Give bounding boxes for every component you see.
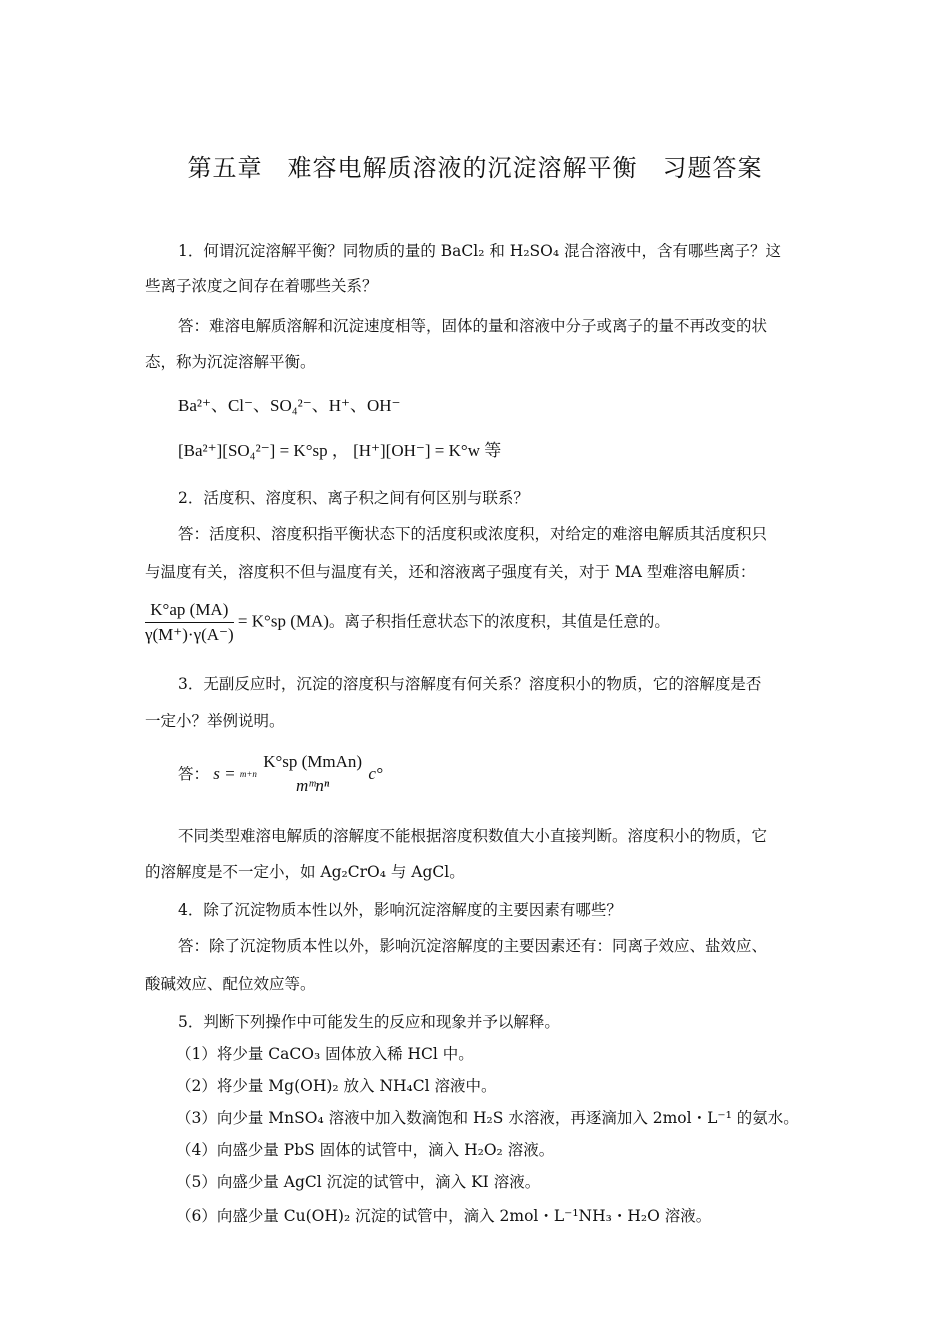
q5-item-3: （3）向少量 MnSO₄ 溶液中加入数滴饱和 H₂S 水溶液，再逐滴加入 2mol・L⁻¹ 的氨水。 xyxy=(176,1109,799,1127)
q5-line-1: 5．判断下列操作中可能发生的反应和现象并予以解释。 xyxy=(178,1013,560,1031)
q1-answer-line-2: 态，称为沉淀溶解平衡。 xyxy=(145,353,316,371)
q1-answer-line-1: 答：难溶电解质溶解和沉淀速度相等，固体的量和溶液中分子或离子的量不再改变的状 xyxy=(178,317,768,335)
q4-answer-line-2: 酸碱效应、配位效应等。 xyxy=(145,975,316,993)
q2-activity-formula xyxy=(145,600,670,645)
q4-answer-line-1: 答：除了沉淀物质本性以外，影响沉淀溶解度的主要因素还有：同离子效应、盐效应、 xyxy=(178,937,768,955)
q5-item-5: （5）向盛少量 AgCl 沉淀的试管中，滴入 KI 溶液。 xyxy=(176,1173,541,1191)
q1-line-1: 1．何谓沉淀溶解平衡？同物质的量的 BaCl₂ 和 H₂SO₄ 混合溶液中，含有哪些离子？这 xyxy=(178,242,782,260)
solubility-fraction xyxy=(261,752,364,796)
q2-answer-line-1: 答：活度积、溶度积指平衡状态下的活度积或浓度积，对给定的难溶电解质其活度积只 xyxy=(178,525,768,543)
root-index: m+n xyxy=(239,769,257,779)
fraction-denominator: γ(M⁺)·γ(A⁻) xyxy=(145,625,234,644)
q5-item-2: （2）将少量 Mg(OH)₂ 放入 NH₄Cl 溶液中。 xyxy=(176,1077,497,1095)
formula-rhs: = K°sp (MA) xyxy=(237,611,329,631)
page-title: 第五章 难容电解质溶液的沉淀溶解平衡 习题答案 xyxy=(187,154,763,182)
q1-equilibrium-relation: [Ba²⁺][SO₄²⁻] = K°sp ， [H⁺][OH⁻] = K°w 等 xyxy=(178,441,502,460)
q3-solubility-formula xyxy=(178,752,383,796)
q3-answer-line-1: 不同类型难溶电解质的溶解度不能根据溶度积数值大小直接判断。溶度积小的物质，它 xyxy=(178,827,768,845)
q4-line-1: 4．除了沉淀物质本性以外，影响沉淀溶解度的主要因素有哪些？ xyxy=(178,901,622,919)
q5-item-4: （4）向盛少量 PbS 固体的试管中，滴入 H₂O₂ 溶液。 xyxy=(176,1141,555,1159)
fraction-numerator: K°sp (MmAn) xyxy=(263,752,363,771)
formula-tail: c° xyxy=(368,764,383,783)
q3-answer-line-2: 的溶解度是不一定小，如 Ag₂CrO₄ 与 AgCl。 xyxy=(145,863,465,881)
q3-line-2: 一定小？举例说明。 xyxy=(145,712,285,730)
q5-item-1: （1）将少量 CaCO₃ 固体放入稀 HCl 中。 xyxy=(176,1045,474,1063)
q1-line-2: 些离子浓度之间存在着哪些关系？ xyxy=(145,277,378,295)
q1-ions-list: Ba²⁺、Cl⁻、SO₄²⁻、H⁺、OH⁻ xyxy=(178,396,401,415)
activity-fraction xyxy=(145,600,234,645)
q2-answer-line-2: 与温度有关，溶度积不但与温度有关，还和溶液离子强度有关，对于 MA 型难溶电解质： xyxy=(145,563,756,581)
q3-line-1: 3．无副反应时，沉淀的溶度积与溶解度有何关系？溶度积小的物质，它的溶解度是否 xyxy=(178,675,762,693)
fraction-numerator: K°ap (MA) xyxy=(145,600,234,623)
fraction-denominator: mᵐnⁿ xyxy=(296,776,330,795)
q2-line-1: 2．活度积、溶度积、离子积之间有何区别与联系？ xyxy=(178,489,529,507)
formula-lhs: s = xyxy=(213,764,236,783)
answer-prefix: 答： xyxy=(178,765,210,783)
q5-item-6: （6）向盛少量 Cu(OH)₂ 沉淀的试管中，滴入 2mol・L⁻¹NH₃・H₂O 溶液。 xyxy=(176,1207,712,1225)
q2-answer-line-3: 。离子积指任意状态下的浓度积，其值是任意的。 xyxy=(328,612,670,631)
